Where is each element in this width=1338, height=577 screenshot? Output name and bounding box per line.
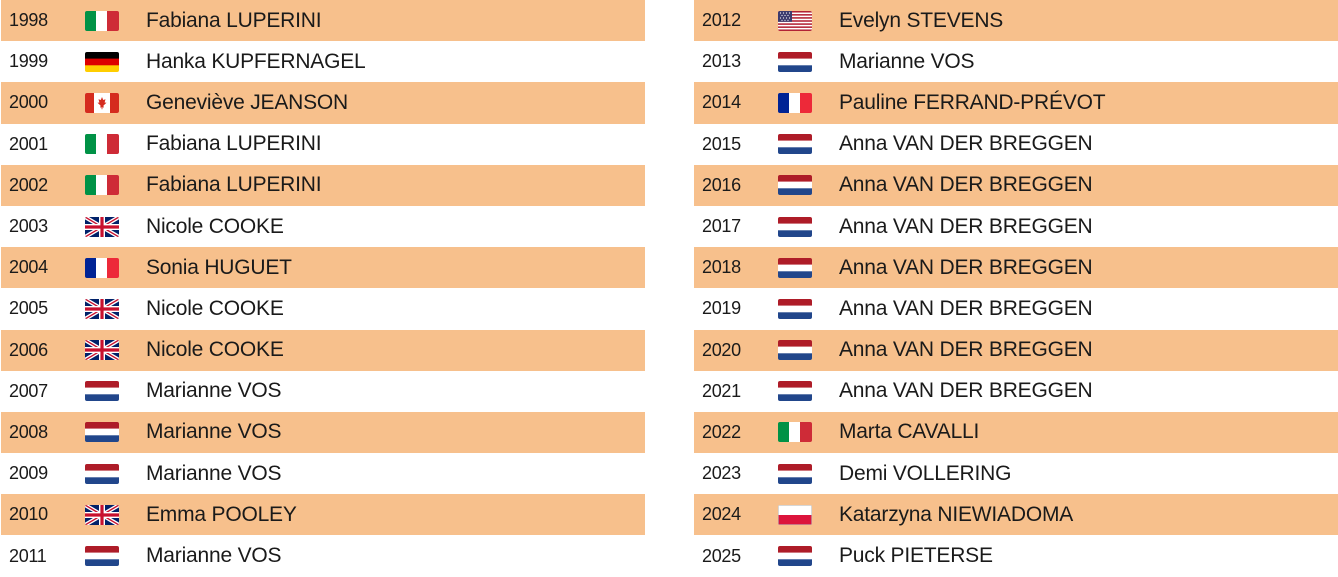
netherlands-flag-icon	[778, 217, 812, 237]
list-item	[694, 535, 1338, 576]
list-item	[1, 494, 645, 535]
list-item	[1, 535, 645, 576]
netherlands-flag-icon	[778, 546, 812, 566]
france-flag-icon	[85, 258, 119, 278]
year-label: 2021	[702, 380, 741, 401]
netherlands-flag-icon	[85, 464, 119, 484]
netherlands-flag-icon	[778, 381, 812, 401]
netherlands-flag-icon	[85, 546, 119, 566]
winner-name: Marta CAVALLI	[839, 420, 980, 444]
winner-name: Marianne VOS	[146, 379, 282, 403]
year-label: 2019	[702, 298, 741, 319]
winner-name: Nicole COOKE	[146, 296, 284, 320]
winner-name: Anna VAN DER BREGGEN	[839, 214, 1093, 238]
year-label: 2001	[9, 133, 48, 154]
canada-flag-icon	[85, 93, 119, 113]
winner-name: Anna VAN DER BREGGEN	[839, 379, 1093, 403]
year-label: 2002	[9, 174, 48, 195]
usa-flag-icon	[778, 11, 812, 31]
year-label: 2010	[9, 504, 48, 525]
list-item	[1, 288, 645, 329]
list-item	[694, 0, 1338, 41]
winner-name: Marianne VOS	[146, 461, 282, 485]
list-item	[694, 124, 1338, 165]
winner-name: Demi VOLLERING	[839, 461, 1012, 485]
year-label: 2016	[702, 174, 741, 195]
winners-list-right	[694, 0, 1338, 577]
italy-flag-icon	[85, 11, 119, 31]
year-label: 2004	[9, 257, 48, 278]
year-label: 2008	[9, 421, 48, 442]
year-label: 2020	[702, 339, 741, 360]
year-label: 2015	[702, 133, 741, 154]
year-label: 2009	[9, 463, 48, 484]
winner-name: Anna VAN DER BREGGEN	[839, 255, 1093, 279]
germany-flag-icon	[85, 52, 119, 72]
uk-flag-icon	[85, 340, 119, 360]
list-item	[694, 206, 1338, 247]
netherlands-flag-icon	[778, 134, 812, 154]
netherlands-flag-icon	[778, 52, 812, 72]
year-label: 2024	[702, 504, 741, 525]
uk-flag-icon	[85, 299, 119, 319]
year-label: 2022	[702, 421, 741, 442]
winner-name: Nicole COOKE	[146, 214, 284, 238]
list-item	[694, 288, 1338, 329]
year-label: 2018	[702, 257, 741, 278]
year-label: 1998	[9, 10, 48, 31]
year-label: 1999	[9, 51, 48, 72]
netherlands-flag-icon	[778, 299, 812, 319]
list-item	[1, 371, 645, 412]
netherlands-flag-icon	[778, 175, 812, 195]
winner-name: Puck PIETERSE	[839, 544, 993, 568]
netherlands-flag-icon	[778, 340, 812, 360]
year-label: 2025	[702, 545, 741, 566]
winner-name: Geneviève JEANSON	[146, 90, 349, 114]
list-item	[694, 453, 1338, 494]
italy-flag-icon	[85, 134, 119, 154]
list-item	[694, 494, 1338, 535]
year-label: 2006	[9, 339, 48, 360]
list-item	[694, 82, 1338, 123]
list-item	[694, 165, 1338, 206]
winner-name: Nicole COOKE	[146, 338, 284, 362]
list-item	[1, 41, 645, 82]
winner-name: Anna VAN DER BREGGEN	[839, 338, 1093, 362]
year-label: 2011	[9, 545, 47, 566]
year-label: 2017	[702, 216, 741, 237]
winner-name: Fabiana LUPERINI	[146, 8, 322, 32]
list-item	[694, 247, 1338, 288]
winner-name: Anna VAN DER BREGGEN	[839, 173, 1093, 197]
winner-name: Anna VAN DER BREGGEN	[839, 132, 1093, 156]
netherlands-flag-icon	[85, 422, 119, 442]
winner-name: Evelyn STEVENS	[839, 8, 1004, 32]
list-item	[1, 124, 645, 165]
list-item	[694, 41, 1338, 82]
list-item	[1, 330, 645, 371]
year-label: 2003	[9, 216, 48, 237]
winner-name: Marianne VOS	[839, 49, 975, 73]
italy-flag-icon	[85, 175, 119, 195]
year-label: 2014	[702, 92, 741, 113]
list-item	[1, 412, 645, 453]
france-flag-icon	[778, 93, 812, 113]
list-item	[694, 371, 1338, 412]
winner-name: Katarzyna NIEWIADOMA	[839, 502, 1074, 526]
netherlands-flag-icon	[85, 381, 119, 401]
winner-name: Anna VAN DER BREGGEN	[839, 296, 1093, 320]
winner-name: Fabiana LUPERINI	[146, 132, 322, 156]
list-item	[694, 412, 1338, 453]
year-label: 2000	[9, 92, 48, 113]
winner-name: Marianne VOS	[146, 420, 282, 444]
winner-name: Sonia HUGUET	[146, 255, 292, 279]
year-label: 2023	[702, 463, 741, 484]
list-item	[1, 165, 645, 206]
winner-name: Emma POOLEY	[146, 502, 297, 526]
italy-flag-icon	[778, 422, 812, 442]
list-item	[1, 0, 645, 41]
list-item	[1, 453, 645, 494]
year-label: 2013	[702, 51, 741, 72]
netherlands-flag-icon	[778, 258, 812, 278]
netherlands-flag-icon	[778, 464, 812, 484]
list-item	[1, 206, 645, 247]
winner-name: Marianne VOS	[146, 544, 282, 568]
list-item	[1, 82, 645, 123]
list-item	[694, 330, 1338, 371]
winner-name: Hanka KUPFERNAGEL	[146, 49, 366, 73]
year-label: 2007	[9, 380, 48, 401]
winner-name: Fabiana LUPERINI	[146, 173, 322, 197]
winner-name: Pauline FERRAND-PRÉVOT	[839, 90, 1106, 114]
list-item	[1, 247, 645, 288]
year-label: 2005	[9, 298, 48, 319]
winners-list-left	[1, 0, 645, 577]
uk-flag-icon	[85, 505, 119, 525]
uk-flag-icon	[85, 217, 119, 237]
year-label: 2012	[702, 10, 741, 31]
poland-flag-icon	[778, 505, 812, 525]
